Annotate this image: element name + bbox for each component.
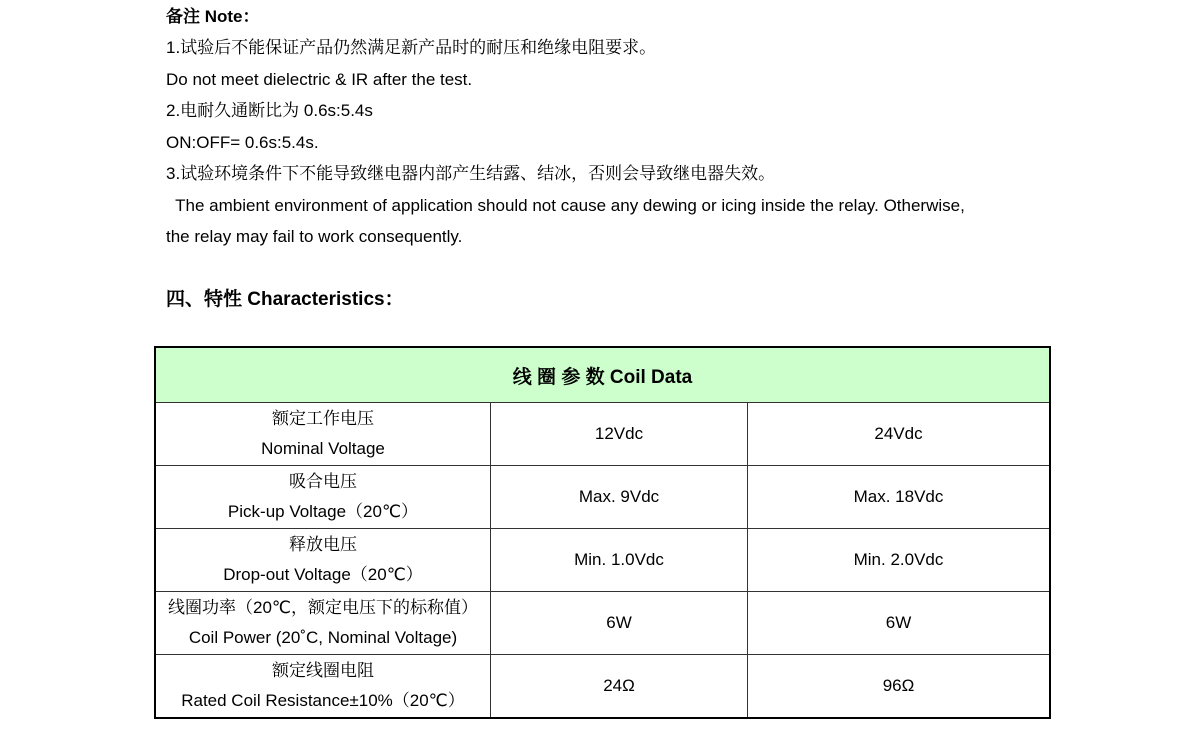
note-line-2: Do not meet dielectric & IR after the test. xyxy=(166,70,473,89)
param-label-en: Coil Power (20˚C, Nominal Voltage) xyxy=(188,628,458,647)
param-label-cn: 线圈功率（20℃，额定电压下的标称值） xyxy=(167,598,478,617)
param-label-cn: 吸合电压 xyxy=(289,472,357,491)
param-cell xyxy=(155,466,491,529)
param-label-cn: 额定线圈电阻 xyxy=(272,661,374,680)
value-24v: 24Vdc xyxy=(748,403,1051,466)
note-line-4: ON:OFF= 0.6s:5.4s. xyxy=(166,133,319,152)
value-12v: 6W xyxy=(491,592,748,655)
coil-table-title: 线 圈 参 数 Coil Data xyxy=(155,347,1050,403)
param-label-en: Nominal Voltage xyxy=(261,439,385,458)
value-24v: Max. 18Vdc xyxy=(748,466,1051,529)
value-12v: 24Ω xyxy=(491,655,748,719)
table-row xyxy=(155,592,1050,655)
table-header-row xyxy=(155,347,1050,403)
table-row xyxy=(155,529,1050,592)
param-cell xyxy=(155,529,491,592)
value-12v: 12Vdc xyxy=(491,403,748,466)
param-label-en: Pick-up Voltage（20℃） xyxy=(227,502,419,521)
note-line-6: The ambient environment of application should not cause any dewing or icing inside the relay. Otherwise, xyxy=(166,196,965,215)
value-24v: Min. 2.0Vdc xyxy=(748,529,1051,592)
notes-title: 备注 Note： xyxy=(166,7,260,26)
value-24v: 6W xyxy=(748,592,1051,655)
param-label-cn: 额定工作电压 xyxy=(272,409,374,428)
param-cell xyxy=(155,403,491,466)
section-heading: 四、特性 Characteristics： xyxy=(166,289,404,310)
param-label-en: Drop-out Voltage（20℃） xyxy=(223,565,423,584)
note-line-7: the relay may fail to work consequently. xyxy=(166,227,463,246)
table-row xyxy=(155,466,1050,529)
note-line-5: 3.试验环境条件下不能导致继电器内部产生结露、结冰，否则会导致继电器失效。 xyxy=(166,164,776,183)
param-cell xyxy=(155,655,491,719)
value-12v: Max. 9Vdc xyxy=(491,466,748,529)
param-label-cn: 释放电压 xyxy=(289,535,357,554)
value-12v: Min. 1.0Vdc xyxy=(491,529,748,592)
value-24v: 96Ω xyxy=(748,655,1051,719)
param-cell xyxy=(155,592,491,655)
note-line-3: 2.电耐久通断比为 0.6s:5.4s xyxy=(166,101,373,120)
note-line-1: 1.试验后不能保证产品仍然满足新产品时的耐压和绝缘电阻要求。 xyxy=(166,38,657,57)
table-row xyxy=(155,655,1050,719)
table-row xyxy=(155,403,1050,466)
coil-data-table xyxy=(154,346,1051,719)
param-label-en: Rated Coil Resistance±10%（20℃） xyxy=(181,691,465,710)
